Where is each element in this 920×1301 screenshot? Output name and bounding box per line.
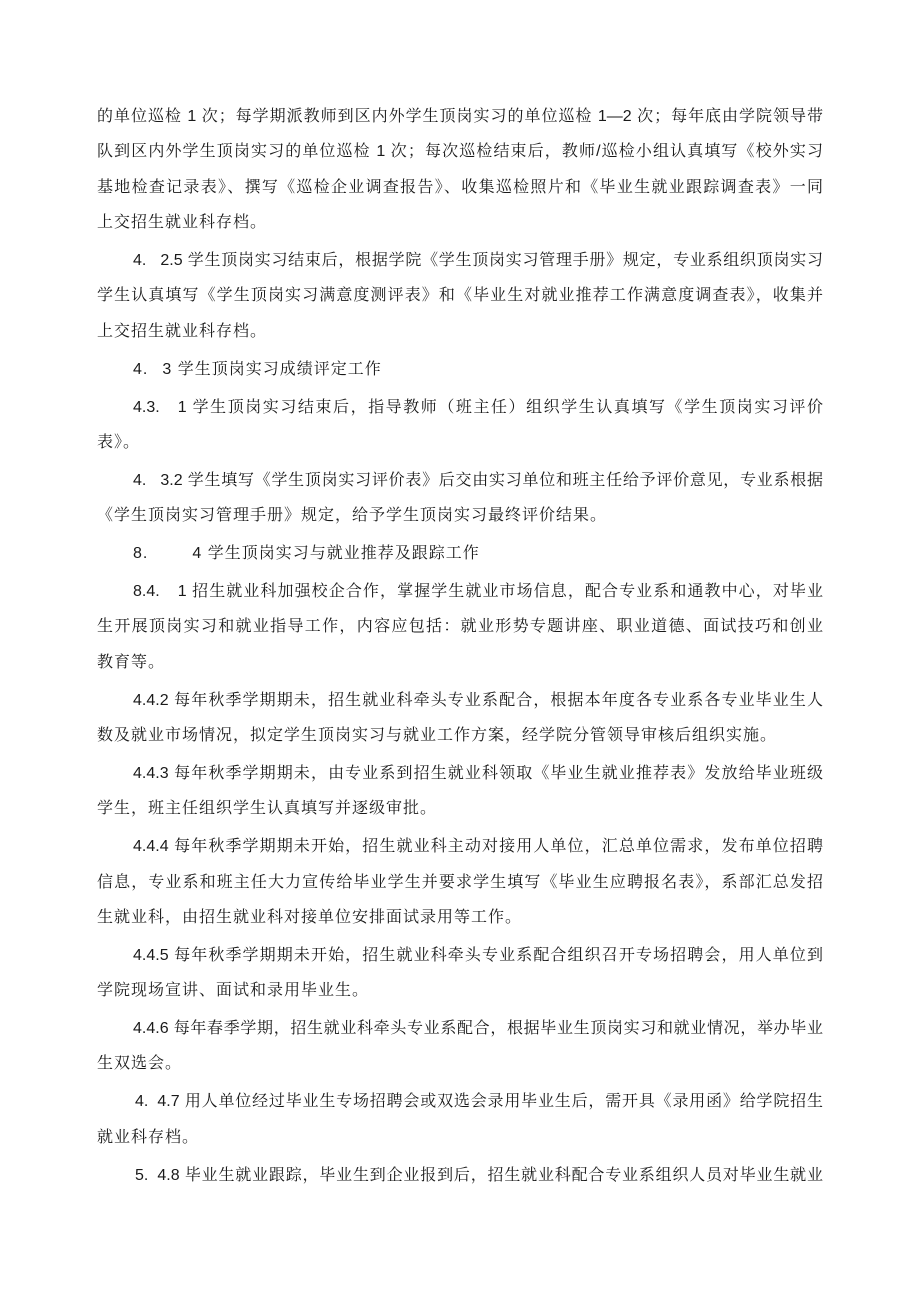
line-text: 4.7 用人单位经过毕业生专场招聘会或双选会录用毕业生后，需开具《录用函》给学院招生 — [157, 1093, 823, 1111]
clause-paragraph — [97, 574, 823, 680]
clause-paragraph — [97, 99, 823, 240]
text-line: 教育等。 — [97, 653, 166, 671]
section-heading — [97, 536, 823, 571]
text-line: 生就业科，由招生就业科对接单位安排面试录用等工作。 — [97, 908, 523, 926]
text-line: 《学生顶岗实习管理手册》规定，给予学生顶岗实习最终评价结果。 — [97, 507, 608, 525]
text-line: 4.4.3 每年秋季学期期未，由专业系到招生就业科领取《毕业生就业推荐表》发放给毕业班级 — [133, 764, 823, 782]
text-line: 数及就业市场情况，拟定学生顶岗实习与就业工作方案，经学院分管领导审核后组织实施。 — [97, 727, 778, 744]
clause-paragraph — [97, 756, 823, 827]
clause-number: 5. — [135, 1166, 149, 1184]
clause-number: 4.3. — [133, 398, 160, 416]
clause-paragraph — [97, 1158, 823, 1193]
text-line: 4.4.2 每年秋季学期期未，招生就业科牵头专业系配合，根据本年度各专业系各专业毕业生人 — [133, 691, 823, 709]
clause-number: 4. — [133, 471, 147, 489]
clause-number: 4. — [133, 251, 147, 269]
line-text: 4 学生顶岗实习与就业推荐及跟踪工作 — [192, 545, 480, 563]
text-line: 4.4.6 每年春季学期，招生就业科牵头专业系配合，根据毕业生顶岗实习和就业情况，举办毕业 — [133, 1020, 823, 1038]
clause-paragraph — [97, 938, 823, 1009]
line-text: 3 学生顶岗实习成绩评定工作 — [162, 360, 382, 378]
text-line — [97, 1084, 823, 1119]
text-line: 学院现场宣讲、面试和录用毕业生。 — [97, 982, 370, 1000]
section-heading — [97, 352, 823, 387]
text-line — [97, 574, 823, 609]
line-text: 1 学生顶岗实习结束后，指导教师（班主任）组织学生认真填写《学生顶岗实习评价 — [177, 398, 823, 416]
text-line: 生开展顶岗实习和就业指导工作，内容应包括：就业形势专题讲座、职业道德、面试技巧和创业 — [97, 618, 823, 636]
text-line — [97, 1158, 823, 1193]
clause-paragraph — [97, 1011, 823, 1082]
text-line: 学生，班主任组织学生认真填写并逐级审批。 — [97, 800, 438, 818]
text-line: 生双选会。 — [97, 1055, 183, 1073]
clause-paragraph — [97, 463, 823, 534]
text-line — [97, 243, 823, 278]
text-line: 4.4.5 每年秋季学期期未开始，招生就业科牵头专业系配合组织召开专场招聘会，用人单位到 — [133, 946, 823, 964]
text-line: 上交招生就业科存档。 — [97, 214, 268, 232]
text-line — [97, 463, 823, 498]
line-text: 3.2 学生填写《学生顶岗实习评价表》后交由实习单位和班主任给予评价意见，专业系根据 — [160, 471, 823, 489]
text-line: 表》。 — [97, 433, 141, 451]
clause-paragraph — [97, 829, 823, 935]
clause-paragraph — [97, 390, 823, 461]
clause-number: 8. — [133, 545, 149, 563]
line-text: 4.8 毕业生就业跟踪，毕业生到企业报到后，招生就业科配合专业系组织人员对毕业生就业 — [157, 1166, 823, 1184]
clause-paragraph — [97, 1084, 823, 1155]
clause-paragraph — [97, 243, 823, 349]
line-text: 2.5 学生顶岗实习结束后，根据学院《学生顶岗实习管理手册》规定，专业系组织顶岗实习 — [160, 251, 823, 269]
text-line — [97, 536, 823, 571]
text-line: 就业科存档。 — [97, 1128, 200, 1146]
text-line: 4.4.4 每年秋季学期期未开始，招生就业科主动对接用人单位，汇总单位需求，发布单位招聘 — [133, 838, 823, 856]
text-line — [97, 390, 823, 425]
text-line: 学生认真填写《学生顶岗实习满意度测评表》和《毕业生对就业推荐工作满意度调查表》，收集并 — [97, 287, 823, 305]
clause-paragraph — [97, 683, 823, 754]
text-line: 信息，专业系和班主任大力宣传给毕业学生并要求学生填写《毕业生应聘报名表》，系部汇总发招 — [97, 873, 823, 891]
clause-number: 4. — [133, 360, 149, 378]
text-line: 基地检查记录表》、撰写《巡检企业调查报告》、收集巡检照片和《毕业生就业跟踪调查表》一同 — [97, 178, 823, 196]
text-line: 上交招生就业科存档。 — [97, 322, 268, 340]
text-line: 队到区内外学生顶岗实习的单位巡检 1 次；每次巡检结束后，教师/巡检小组认真填写《校外实习 — [97, 143, 823, 161]
line-text: 1 招生就业科加强校企合作，掌握学生就业市场信息，配合专业系和通教中心，对毕业 — [177, 583, 823, 601]
text-line: 的单位巡检 1 次；每学期派教师到区内外学生顶岗实习的单位巡检 1—2 次；每年底由学院领导带 — [97, 108, 823, 125]
text-line — [97, 352, 823, 387]
clause-number: 4. — [135, 1093, 149, 1111]
clause-number: 8.4. — [133, 583, 160, 601]
